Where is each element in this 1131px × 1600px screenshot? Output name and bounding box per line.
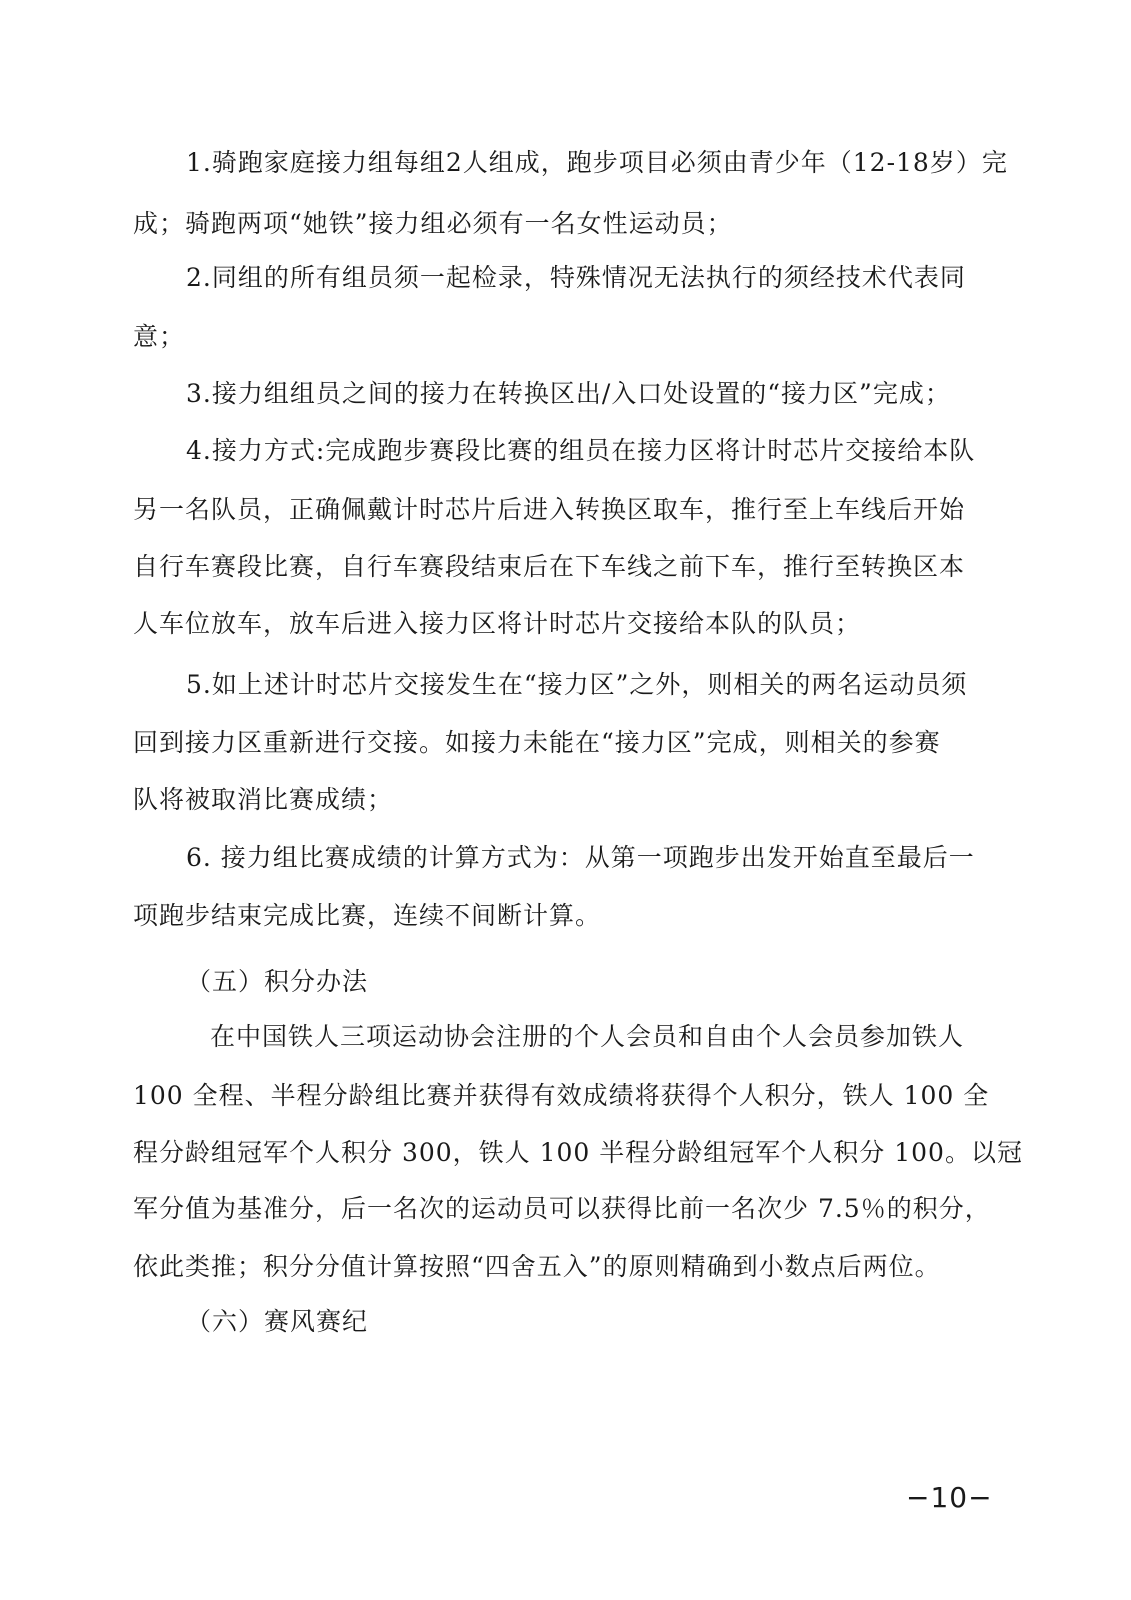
rule-2-line-1: 2.同组的所有组员须一起检录，特殊情况无法执行的须经技术代表同 [186,263,966,292]
rule-4-line-3: 自行车赛段比赛，自行车赛段结束后在下车线之前下车，推行至转换区本 [133,552,966,581]
page-number: −10− [906,1481,993,1514]
rule-4-line-2: 另一名队员，正确佩戴计时芯片后进入转换区取车，推行至上车线后开始 [133,495,966,524]
rule-5-line-1: 5.如上述计时芯片交接发生在“接力区”之外，则相关的两名运动员须 [186,670,968,699]
rule-3-line-1: 3.接力组组员之间的接力在转换区出/入口处设置的“接力区”完成； [186,379,951,408]
rule-4-line-1: 4.接力方式:完成跑步赛段比赛的组员在接力区将计时芯片交接给本队 [186,436,976,465]
rule-6-line-1: 6. 接力组比赛成绩的计算方式为：从第一项跑步出发开始直至最后一 [186,843,975,872]
rule-5-line-3: 队将被取消比赛成绩； [133,785,394,814]
rule-4-line-4: 人车位放车，放车后进入接力区将计时芯片交接给本队的队员； [133,609,862,638]
rule-1-line-1: 1.骑跑家庭接力组每组2人组成，跑步项目必须由青少年（12-18岁）完 [186,148,1008,177]
points-line-1: 在中国铁人三项运动协会注册的个人会员和自由个人会员参加铁人 [210,1022,965,1051]
rule-5-line-2: 回到接力区重新进行交接。如接力未能在“接力区”完成，则相关的参赛 [133,728,941,757]
points-line-3: 程分龄组冠军个人积分 300，铁人 100 半程分龄组冠军个人积分 100。以冠 [133,1138,1023,1167]
section-heading-conduct: （六）赛风赛纪 [186,1307,369,1336]
points-line-5: 依此类推；积分分值计算按照“四舍五入”的原则精确到小数点后两位。 [133,1252,941,1281]
rule-1-line-2: 成；骑跑两项“她铁”接力组必须有一名女性运动员； [133,209,733,238]
rule-6-line-2: 项跑步结束完成比赛，连续不间断计算。 [133,901,602,930]
points-line-4: 军分值为基准分，后一名次的运动员可以获得比前一名次少 7.5％的积分， [133,1194,991,1223]
points-line-2: 100 全程、半程分龄组比赛并获得有效成绩将获得个人积分，铁人 100 全 [133,1081,990,1110]
rule-2-line-2: 意； [133,322,186,351]
section-heading-points: （五）积分办法 [186,967,369,996]
